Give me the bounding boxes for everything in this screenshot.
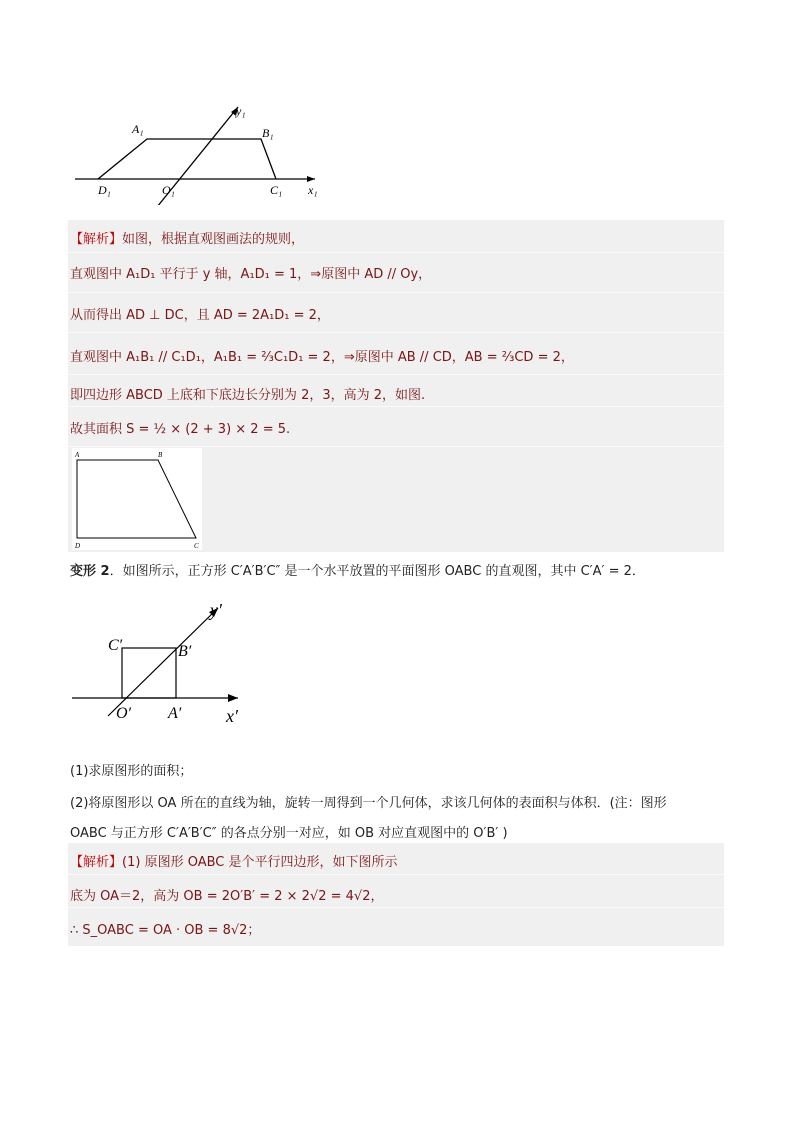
analysis-line: 如图，根据直观图画法的规则， <box>122 232 305 247</box>
label-b-prime: B′ <box>178 643 192 660</box>
original-trapezoid-figure <box>72 448 202 550</box>
analysis-tag: 【解析】 <box>70 855 123 870</box>
label-a1: A₁ <box>132 122 144 136</box>
question-2: (2)将原图形以 OA 所在的直线为轴，旋转一周得到一个几何体，求该几何体的表面积与体积．(注：图形 <box>70 796 667 811</box>
label-c: C <box>194 542 199 550</box>
analysis-line: 故其面积 S = ½ × (2 + 3) × 2 = 5. <box>70 422 291 437</box>
label-b: B <box>158 451 163 459</box>
analysis-line: 从而得出 AD ⊥ DC，且 AD = 2A₁D₁ = 2， <box>70 308 330 323</box>
analysis-line: 底为 OA＝2，高为 OB = 2O′B′ = 2 × 2√2 = 4√2， <box>70 889 384 904</box>
analysis-line: (1) 原图形 OABC 是个平行四边形，如下图所示 <box>122 855 398 870</box>
oblique-trapezoid-figure <box>70 95 330 205</box>
label-y1: y₁ <box>236 104 246 118</box>
label-c-prime: C′ <box>108 637 123 654</box>
question-1: (1)求原图形的面积； <box>70 764 193 779</box>
analysis-tag: 【解析】 <box>70 232 123 247</box>
analysis-line: 直观图中 A₁B₁ // C₁D₁，A₁B₁ = ⅔C₁D₁ = 2，⇒原图中 AB // CD，AB = ⅔CD = 2， <box>70 350 574 365</box>
analysis-line: 直观图中 A₁D₁ 平行于 y 轴，A₁D₁ = 1，⇒原图中 AD // Oy， <box>70 267 432 282</box>
trapezoid-a1b1c1d1 <box>98 139 276 179</box>
oblique-square-figure <box>70 598 260 726</box>
question-2-cont: OABC 与正方形 C′A′B′C″ 的各点分别一对应，如 OB 对应直观图中的 O′B′ ) <box>70 826 508 841</box>
label-c1: C₁ <box>270 183 283 197</box>
label-b1: B₁ <box>262 126 274 140</box>
label-x1: x₁ <box>308 183 318 197</box>
label-d: D <box>75 542 81 550</box>
label-d1: D₁ <box>98 183 111 197</box>
label-o1: O₁ <box>162 183 175 197</box>
label-a-prime: A′ <box>168 705 182 722</box>
variant-title: 变形 2 <box>70 564 110 579</box>
analysis-line: ∴ S_OABC = OA · OB = 8√2； <box>70 923 261 938</box>
analysis-line: 即四边形 ABCD 上底和下底边长分别为 2，3，高为 2，如图. <box>70 388 426 403</box>
label-a: A <box>75 451 80 459</box>
label-x-prime: x′ <box>226 706 238 726</box>
label-y-prime: y′ <box>210 600 222 620</box>
label-o-prime: O′ <box>116 705 132 722</box>
variant-text: ．如图所示，正方形 C′A′B′C″ 是一个水平放置的平面图形 OABC 的直观图，其中 C′A′ = 2． <box>109 564 645 579</box>
